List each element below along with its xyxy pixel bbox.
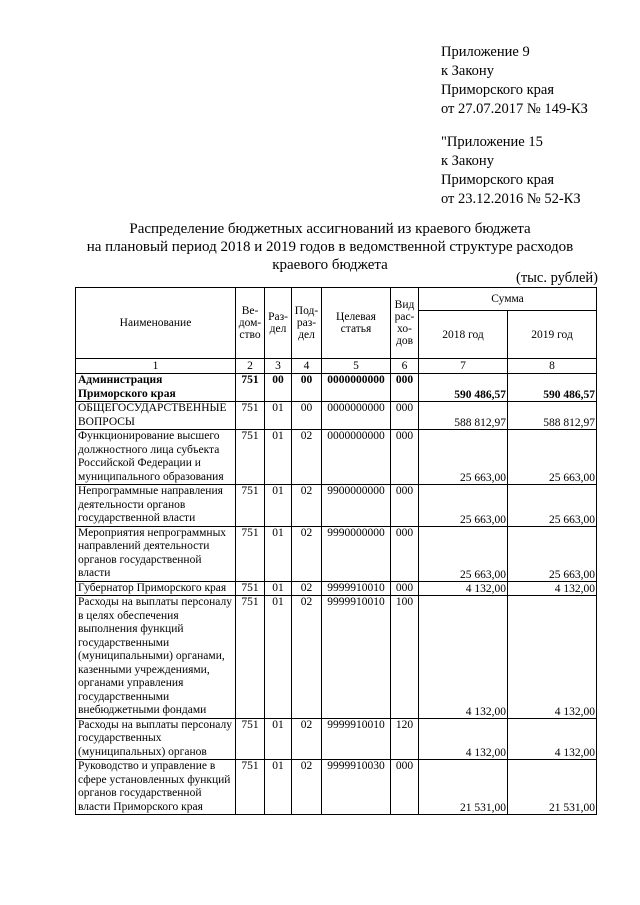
row-target-article: 0000000000 [322,430,391,485]
header-dept-part: дом- [238,317,262,329]
header-section-part: дел [269,323,287,335]
row-dept: 751 [236,581,265,596]
appendix-amended-line: от 23.12.2016 № 52-КЗ [441,191,581,207]
header-kind-part: рас- [394,311,415,323]
row-subsection: 02 [292,581,322,596]
units-label: (тыс. рублей) [516,270,598,286]
header-section [265,288,292,359]
header-kind-part: Вид [394,299,415,311]
row-target-article: 9999910010 [322,718,391,760]
header-section-part: Раз- [268,311,288,323]
column-numbers-row [76,359,597,374]
appendix-amended-line: к Закону [441,153,494,169]
appendix-current-line: к Закону [441,63,494,79]
header-row [76,288,597,311]
row-amount-2019: 4 132,00 [508,596,597,719]
row-amount-2018: 25 663,00 [419,430,508,485]
column-number: 1 [76,359,236,374]
row-section: 01 [265,760,292,815]
row-dept: 751 [236,402,265,430]
row-expense-kind: 000 [391,374,419,402]
row-dept: 751 [236,485,265,527]
column-number: 5 [322,359,391,374]
row-amount-2019: 25 663,00 [508,526,597,581]
row-expense-kind: 100 [391,596,419,719]
header-dept [236,288,265,359]
row-amount-2018: 4 132,00 [419,581,508,596]
header-subsection-part: Под- [294,305,319,317]
header-year-2019: 2019 год [508,311,597,359]
row-name: Администрация Приморского края [76,374,236,402]
row-expense-kind: 000 [391,760,419,815]
appendix-current [441,43,588,119]
row-section: 00 [265,374,292,402]
appendix-amended-line: Приморского края [441,172,555,188]
row-subsection: 02 [292,485,322,527]
column-number: 3 [265,359,292,374]
header-subsection [292,288,322,359]
row-dept: 751 [236,374,265,402]
appendix-current-line: Приморского края [441,82,555,98]
row-expense-kind: 000 [391,581,419,596]
column-number: 7 [419,359,508,374]
row-target-article: 9999910010 [322,581,391,596]
row-name: Губернатор Приморского края [76,581,236,596]
table-row [76,760,597,815]
title-line: на плановый период 2018 и 2019 годов в ведомственной структуре расходов [86,239,574,255]
column-number: 2 [236,359,265,374]
row-subsection: 00 [292,374,322,402]
row-section: 01 [265,581,292,596]
table-row [76,430,597,485]
table-row [76,526,597,581]
row-amount-2018: 590 486,57 [419,374,508,402]
row-dept: 751 [236,430,265,485]
header-subsection-part: дел [298,329,315,341]
header-sum: Сумма [419,288,597,311]
row-subsection: 02 [292,760,322,815]
row-amount-2019: 4 132,00 [508,581,597,596]
appendix-current-line: от 27.07.2017 № 149-КЗ [441,101,588,117]
header-dept-part: Ве- [241,305,259,317]
row-target-article: 0000000000 [322,374,391,402]
table-row [76,402,597,430]
row-amount-2018: 4 132,00 [419,596,508,719]
row-target-article: 0000000000 [322,402,391,430]
row-section: 01 [265,526,292,581]
row-amount-2018: 21 531,00 [419,760,508,815]
row-name: Непрограммные направления деятельности органов государственной власти [76,485,236,527]
table-row [76,374,597,402]
row-name: Расходы на выплаты персоналу в целях обеспечения выполнения функций государственными (муниципальными) органами, казенными учреждениями, органами управления государственными внебюджетными фондами [76,596,236,719]
row-name: Руководство и управление в сфере установленных функций органов государственной власти Приморского края [76,760,236,815]
row-amount-2019: 25 663,00 [508,430,597,485]
row-amount-2018: 25 663,00 [419,485,508,527]
column-number: 8 [508,359,597,374]
document-title [70,220,590,274]
row-subsection: 02 [292,430,322,485]
header-dept-part: ство [239,329,261,341]
row-expense-kind: 000 [391,485,419,527]
table-row [76,485,597,527]
row-expense-kind: 120 [391,718,419,760]
row-target-article: 9900000000 [322,485,391,527]
table-row [76,596,597,719]
header-year-2018: 2018 год [419,311,508,359]
row-section: 01 [265,596,292,719]
header-kind-part: дов [395,335,414,347]
header-target-part: Целевая [336,311,376,323]
header-name: Наименование [76,288,236,359]
row-amount-2019: 25 663,00 [508,485,597,527]
title-line: краевого бюджета [272,257,388,273]
row-amount-2018: 588 812,97 [419,402,508,430]
row-expense-kind: 000 [391,526,419,581]
row-name: Функционирование высшего должностного лица субъекта Российской Федерации и муниципального образования [76,430,236,485]
header-kind [391,288,419,359]
header-subsection-part: раз- [296,317,317,329]
appendix-amended [441,133,581,209]
row-subsection: 02 [292,718,322,760]
row-target-article: 9990000000 [322,526,391,581]
table-row [76,718,597,760]
appendix-amended-line: "Приложение 15 [441,134,543,150]
row-amount-2019: 590 486,57 [508,374,597,402]
budget-table [75,287,597,815]
row-target-article: 9999910030 [322,760,391,815]
row-name: ОБЩЕГОСУДАРСТВЕННЫЕ ВОПРОСЫ [76,402,236,430]
column-number: 6 [391,359,419,374]
row-target-article: 9999910010 [322,596,391,719]
row-dept: 751 [236,760,265,815]
row-amount-2018: 25 663,00 [419,526,508,581]
row-dept: 751 [236,526,265,581]
row-dept: 751 [236,596,265,719]
row-expense-kind: 000 [391,430,419,485]
header-target [322,288,391,359]
row-section: 01 [265,402,292,430]
header-target-part: статья [340,323,372,335]
row-amount-2018: 4 132,00 [419,718,508,760]
row-dept: 751 [236,718,265,760]
row-name: Мероприятия непрограммных направлений деятельности органов государственной власти [76,526,236,581]
row-section: 01 [265,485,292,527]
row-subsection: 02 [292,596,322,719]
column-number: 4 [292,359,322,374]
row-section: 01 [265,430,292,485]
appendix-current-line: Приложение 9 [441,44,530,60]
row-subsection: 02 [292,526,322,581]
row-subsection: 00 [292,402,322,430]
row-section: 01 [265,718,292,760]
row-amount-2019: 21 531,00 [508,760,597,815]
row-expense-kind: 000 [391,402,419,430]
row-amount-2019: 588 812,97 [508,402,597,430]
title-line: Распределение бюджетных ассигнований из краевого бюджета [129,221,531,237]
header-kind-part: хо- [397,323,412,335]
table-row [76,581,597,596]
row-name: Расходы на выплаты персоналу государственных (муниципальных) органов [76,718,236,760]
row-amount-2019: 4 132,00 [508,718,597,760]
